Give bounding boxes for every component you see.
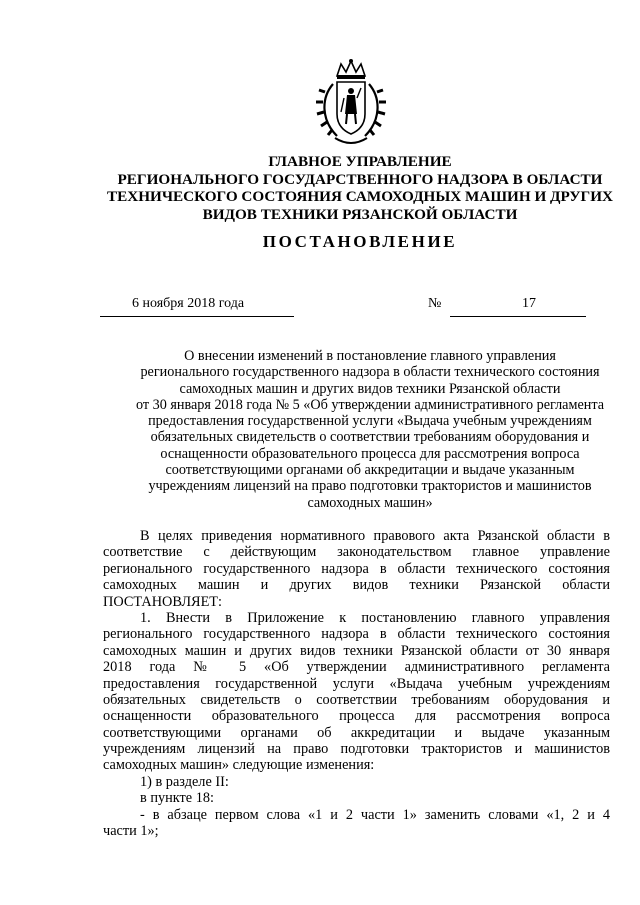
subject-line: предоставления государственной услуги «Выдача учебным учреждениям (148, 413, 592, 430)
document-body (103, 528, 610, 839)
document-subject (100, 348, 640, 511)
subject-line: О внесении изменений в постановление главного управления (184, 348, 556, 364)
agency-title-line: РЕГИОНАЛЬНОГО ГОСУДАРСТВЕННОГО НАДЗОРА В ОБЛАСТИ (117, 170, 603, 188)
subject-line: самоходных машин» (307, 494, 433, 511)
agency-title-line: ВИДОВ ТЕХНИКИ РЯЗАНСКОЙ ОБЛАСТИ (202, 205, 518, 223)
subject-line: самоходных машин и других видов техники Рязанской области (179, 380, 561, 397)
body-line: обязательных свидетельств о соответствии требованиям оборудования и (103, 691, 610, 708)
document-number: 17 (522, 296, 536, 311)
subject-line: обязательных свидетельств о соответствии требованиям оборудования и (150, 429, 590, 446)
body-line: регионального государственного надзора в области технического состояния (103, 560, 610, 577)
body-line: самоходных машин и других видов техники Рязанской области (103, 577, 610, 594)
body-line: самоходных машин» следующие изменения: (103, 757, 375, 774)
document-date-field (100, 296, 294, 317)
body-line: учреждениям лицензий на право подготовки трактористов и машинистов (103, 741, 610, 758)
agency-title-line: ТЕХНИЧЕСКОГО СОСТОЯНИЯ САМОХОДНЫХ МАШИН И ДРУГИХ (106, 188, 613, 205)
body-line: самоходных машин и других видов техники Рязанской области от 30 января (103, 642, 610, 659)
document-number-field (450, 296, 586, 317)
list-item: 1) в разделе II: (140, 773, 229, 790)
subject-line: учреждениям лицензий на право подготовки трактористов и машинистов (148, 478, 592, 495)
body-line: соответствующими органами об аккредитации и выдаче указанным (103, 724, 610, 741)
number-sign: № (428, 296, 442, 311)
list-item: - в абзаце первом слова «1 и 2 части 1» заменить словами «1, 2 и 4 (140, 806, 610, 823)
agency-title (100, 153, 620, 223)
document-date: 6 ноября 2018 года (132, 296, 245, 311)
body-line: оснащенности образовательного процесса для рассмотрения вопроса (103, 708, 610, 725)
agency-title-line: ГЛАВНОЕ УПРАВЛЕНИЕ (268, 153, 452, 170)
subject-line: от 30 января 2018 года № 5 «Об утверждении административного регламента (135, 396, 605, 413)
body-line-resolves: ПОСТАНОВЛЯЕТ: (103, 593, 223, 610)
body-line: 2018 года № 5 «Об утверждении административного регламента (103, 659, 610, 676)
subject-line: регионального государственного надзора в области технического состояния (140, 364, 600, 381)
subject-line: соответствующими органами об аккредитации и выдаче указанным (165, 462, 575, 479)
body-line: предоставления государственной услуги «Выдача учебным учреждениям (103, 675, 610, 692)
subject-line: оснащенности образовательного процесса для рассмотрения вопроса (160, 445, 580, 462)
coat-of-arms-emblem (313, 58, 389, 148)
body-line: регионального государственного надзора в области технического состояния (103, 626, 610, 643)
body-line: 1. Внести в Приложение к постановлению главного управления (140, 609, 610, 626)
list-item: части 1»; (103, 823, 159, 840)
body-line: соответствие с действующим законодательством главное управление (103, 544, 610, 561)
document-type-heading: ПОСТАНОВЛЕНИЕ (262, 232, 458, 251)
list-item: в пункте 18: (140, 790, 214, 807)
body-line: В целях приведения нормативного правового акта Рязанской области в (140, 528, 610, 544)
